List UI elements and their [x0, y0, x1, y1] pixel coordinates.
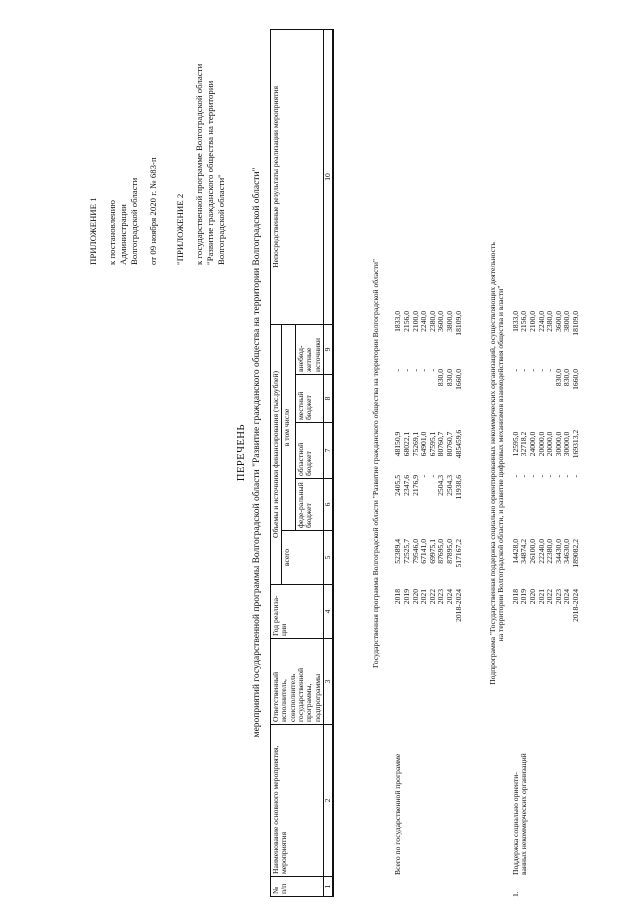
total-federal-cell: 11938,6: [453, 475, 463, 500]
document-title: ПЕРЕЧЕНЬ: [236, 423, 247, 482]
col-funding-header: Объемы и источники финансирования (тыс.рублей): [271, 324, 282, 584]
total-regional-col: [394, 419, 463, 469]
item-1-extra-cell: 1833,0: [510, 311, 520, 332]
total-local-cell: -: [401, 369, 411, 372]
total-total-cell: 87895,0: [444, 539, 454, 564]
total-extra-cell: 3800,0: [444, 311, 454, 332]
total-year-cell: 2024: [444, 589, 454, 605]
col-responsible-header: Ответственный исполнитель, соисполнитель государственной программы, подпрограммы: [271, 639, 324, 725]
total-extra-cell: 2100,0: [410, 311, 420, 332]
item-1-total-cell: 34874,2: [519, 539, 529, 564]
item-1-local-col: [512, 365, 581, 419]
item-1-extra-cell: 2240,0: [536, 311, 546, 332]
document-subtitle: мероприятий государственной программы Волгоградской области "Развитие гражданского общества на территории Волгоградской области": [252, 167, 262, 738]
total-extra-col: [394, 303, 463, 365]
total-regional-cell: 64901,0: [419, 431, 429, 457]
total-regional-cell: 80760,7: [444, 431, 454, 457]
total-regional-cell: 68022,1: [401, 431, 411, 457]
total-local-cell: -: [410, 369, 420, 372]
total-local-cell: 830,0: [444, 369, 454, 387]
col-number-header: № п/п: [271, 877, 324, 897]
resolution-line-2: Администрации: [117, 204, 128, 265]
total-total-cell: 67141,0: [419, 539, 429, 564]
resolution-date: от 09 ноября 2020 г. № 683-п: [147, 157, 158, 265]
item-1-year-cell: 2022: [545, 589, 555, 605]
total-year-cell: 2019: [401, 589, 411, 605]
total-regional-cell: 80760,7: [436, 431, 446, 457]
total-local-cell: -: [427, 369, 437, 372]
item-1-total-cell: 34630,0: [562, 539, 572, 564]
total-federal-cell: 2405,5: [393, 475, 403, 496]
item-1-total-cell: 34430,0: [553, 539, 563, 564]
total-total-cell: 87695,0: [436, 539, 446, 564]
total-total-cell: 52389,4: [393, 539, 403, 564]
total-extra-cell: 2156,0: [401, 311, 411, 332]
total-federal-cell: -: [419, 475, 429, 478]
section-program-title: Государственная программа Волгоградской области "Развитие гражданского общества на территории Волгоградской области": [371, 259, 380, 668]
item-1-year-cell: 2018-2024: [570, 589, 580, 622]
total-federal-cell: -: [427, 475, 437, 478]
total-year-cell: 2022: [427, 589, 437, 605]
total-year-cell: 2023: [436, 589, 446, 605]
item-1-year-cell: 2020: [527, 589, 537, 605]
col-year-header: Год реализа-ции: [271, 585, 324, 639]
item-1-local-cell: 1660,0: [570, 369, 580, 390]
total-federal-cell: 2347,6: [401, 475, 411, 496]
item-1-extra-cell: 2100,0: [527, 311, 537, 332]
col-results-header: Непосредственные результаты реализации мероприятия: [271, 29, 324, 324]
subprogram-title: Подпрограмма "Государственная поддержка социально ориентированных некоммерческих организаций, осуществляющих деятельность на территории Волгоградской области, и развитие цифровых механизмов взаимодействия общества и власти": [488, 242, 506, 685]
item-1-total-cell: 189082,2: [570, 539, 580, 568]
appendix-1-title: ПРИЛОЖЕНИЕ 1: [88, 197, 98, 265]
resolution-line-1: к постановлению: [106, 200, 117, 265]
total-program-label: Всего по государственной программе: [393, 753, 403, 875]
total-total-col: [394, 535, 463, 587]
item-1-federal-cell: -: [510, 475, 520, 478]
item-1-federal-cell: -: [553, 475, 563, 478]
total-total-cell: 69975,1: [427, 539, 437, 564]
total-federal-cell: 2504,3: [436, 475, 446, 496]
item-1-regional-cell: 20000,0: [536, 431, 546, 457]
item-1-local-cell: -: [510, 369, 520, 372]
total-local-cell: 830,0: [436, 369, 446, 387]
program-ref-line-3: Волгоградской области": [215, 174, 226, 265]
total-total-cell: 72525,7: [401, 539, 411, 564]
item-1-regional-cell: 12595,0: [510, 431, 520, 457]
total-year-cell: 2021: [419, 589, 429, 605]
table-body: [372, 30, 607, 897]
total-year-cell: 2018-2024: [453, 589, 463, 622]
resolution-line-3: Волгоградской области: [128, 177, 139, 265]
item-1-federal-cell: -: [545, 475, 555, 478]
item-1-total-cell: 22380,0: [545, 539, 555, 564]
item-1-extra-cell: 3800,0: [562, 311, 572, 332]
column-numbers-row: 1 2 3 4 5 6 7 8 9 10: [324, 29, 334, 896]
item-1-regional-cell: 30000,0: [553, 431, 563, 457]
item-1-local-cell: -: [519, 369, 529, 372]
total-regional-cell: 485459,6: [453, 429, 463, 459]
total-extra-cell: 2240,0: [419, 311, 429, 332]
col-extra-header: внебюд-жетные источники: [296, 324, 324, 374]
item-1-total-col: [512, 535, 581, 587]
total-local-cell: -: [393, 369, 403, 372]
col-name-header: Наименование основного мероприятия, мероприятия: [271, 725, 324, 877]
item-1-federal-cell: -: [527, 475, 537, 478]
item-1-local-cell: 830,0: [562, 369, 572, 387]
item-1-regional-cell: 24000,0: [527, 431, 537, 457]
item-1-year-cell: 2023: [553, 589, 563, 605]
total-total-cell: 517167,2: [453, 539, 463, 568]
col-regional-header: областной бюджет: [296, 423, 324, 479]
item-1-extra-cell: 2156,0: [519, 311, 529, 332]
item-1-extra-cell: 2380,0: [545, 311, 555, 332]
item-1-rows: [512, 30, 581, 897]
total-local-cell: 1660,0: [453, 369, 463, 390]
total-regional-cell: 67595,1: [427, 431, 437, 457]
item-1-local-cell: -: [527, 369, 537, 372]
total-regional-cell: 48150,9: [393, 431, 403, 457]
item-1-total-cell: 14428,0: [510, 539, 520, 564]
total-local-cell: -: [419, 369, 429, 372]
item-1-regional-cell: 20000,0: [545, 431, 555, 457]
item-1-total-cell: 26100,0: [527, 539, 537, 564]
total-total-cell: 79546,0: [410, 539, 420, 564]
total-extra-cell: 1833,0: [393, 311, 403, 332]
item-1-federal-cell: -: [536, 475, 546, 478]
total-years-col: [394, 587, 463, 641]
total-program-rows: [394, 30, 463, 897]
total-federal-cell: 2504,3: [444, 475, 454, 496]
program-ref-line-2: "Развитие гражданского общества на территории: [204, 80, 215, 265]
item-1-federal-col: [512, 469, 581, 535]
col-federal-header: феде-ральный бюджет: [296, 479, 324, 531]
item-1-local-cell: 830,0: [553, 369, 563, 387]
item-1-total-cell: 22240,0: [536, 539, 546, 564]
item-1-years-col: [512, 587, 581, 641]
total-extra-cell: 2380,0: [427, 311, 437, 332]
item-1-extra-col: [512, 303, 581, 365]
item-1-extra-cell: 3600,0: [553, 311, 563, 332]
item-1-number: 1.: [510, 891, 520, 897]
item-1-federal-cell: -: [519, 475, 529, 478]
total-local-col: [394, 365, 463, 419]
col-local-header: местный бюджет: [296, 375, 324, 423]
item-1-label: Поддержка социально ориенти- ванных некоммерческих организаций: [510, 753, 529, 875]
total-year-cell: 2018: [393, 589, 403, 605]
item-1-local-cell: -: [545, 369, 555, 372]
appendix-header: [88, 64, 227, 265]
total-regional-cell: 75269,1: [410, 431, 420, 457]
col-incl-header: в том числе: [282, 324, 296, 530]
total-federal-col: [394, 469, 463, 535]
item-1-year-cell: 2018: [510, 589, 520, 605]
item-1-local-cell: -: [536, 369, 546, 372]
item-1-regional-col: [512, 419, 581, 469]
total-extra-cell: 18109,0: [453, 311, 463, 336]
item-1-federal-cell: -: [562, 475, 572, 478]
item-1-federal-cell: -: [570, 475, 580, 478]
item-1-year-cell: 2021: [536, 589, 546, 605]
item-1-regional-cell: 169313,2: [570, 429, 580, 459]
item-1-extra-cell: 18109,0: [570, 311, 580, 336]
program-ref-line-1: к государственной программе Волгоградской области: [193, 63, 204, 265]
item-1-year-cell: 2019: [519, 589, 529, 605]
total-extra-cell: 3600,0: [436, 311, 446, 332]
appendix-2-title: "ПРИЛОЖЕНИЕ 2: [174, 193, 185, 265]
item-1-year-cell: 2024: [562, 589, 572, 605]
col-total-header: всего: [282, 531, 324, 585]
total-year-cell: 2020: [410, 589, 420, 605]
item-1-regional-cell: 32718,2: [519, 431, 529, 457]
measures-table-header: [270, 29, 334, 897]
total-federal-cell: 2176,9: [410, 475, 420, 496]
item-1-regional-cell: 30000,0: [562, 431, 572, 457]
